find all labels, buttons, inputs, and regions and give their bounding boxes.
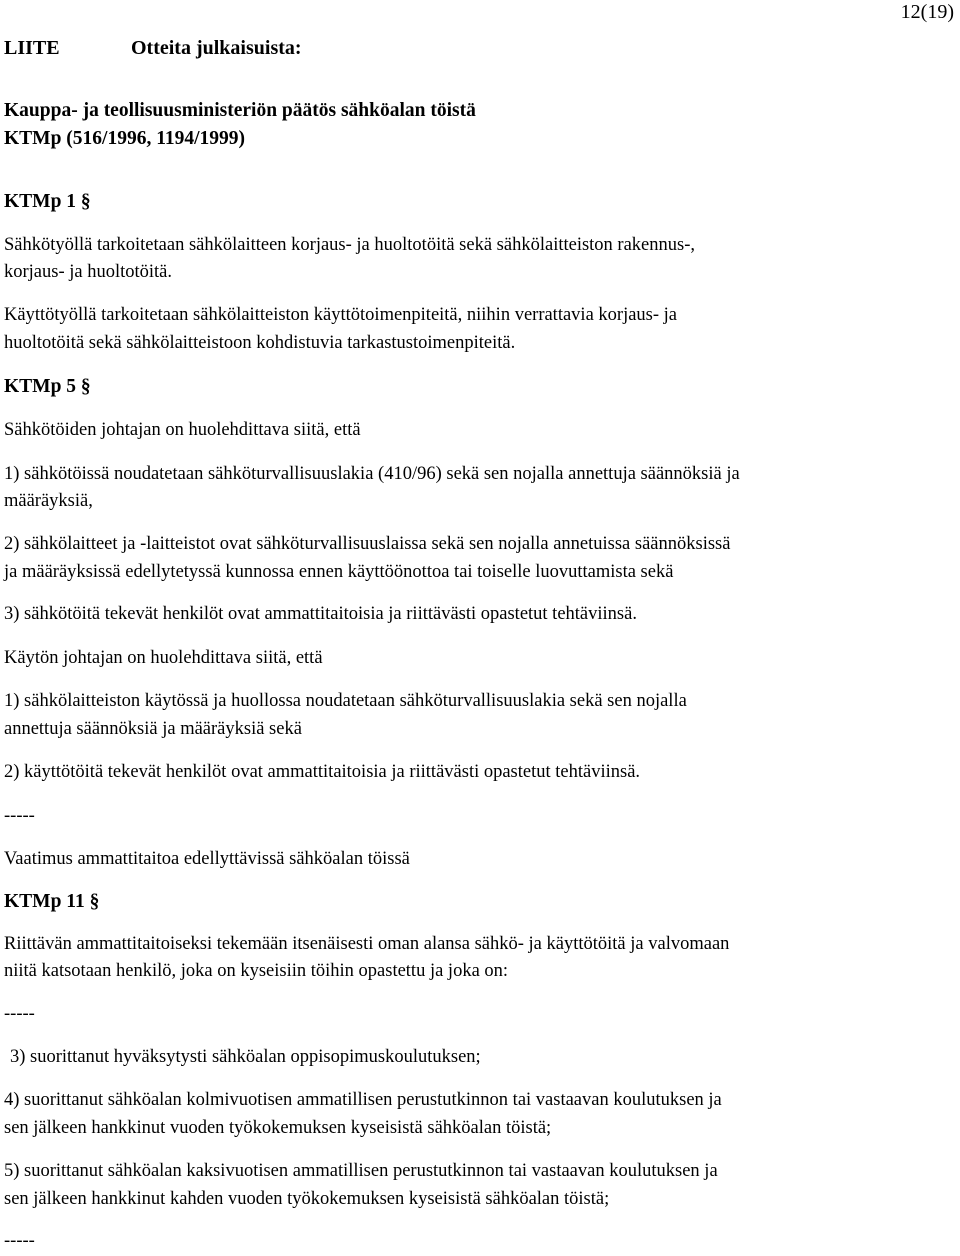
ktmp11-intro-line2: niitä katsotaan henkilö, joka on kyseisiin töihin opastettu ja joka on:: [4, 961, 509, 981]
ktmp11-item4-line2: sen jälkeen hankkinut vuoden työkokemuksen kyseisistä sähköalan töistä;: [4, 1118, 552, 1138]
ktmp11-item5-line1: 5) suorittanut sähköalan kaksivuotisen ammatillisen perustutkinnon tai vastaavan koulutuksen ja: [4, 1161, 718, 1181]
ktmp1-paragraph2-line2: huoltotöitä sekä sähkölaitteistoon kohdistuvia tarkastustoimenpiteitä.: [4, 333, 516, 353]
ktmp1-paragraph1-line2: korjaus- ja huoltotöitä.: [4, 262, 173, 282]
requirement-subtitle: Vaatimus ammattitaitoa edellyttävissä sähköalan töissä: [4, 849, 410, 869]
ktmp5-use-item2: 2) käyttötöitä tekevät henkilöt ovat ammattitaitoisia ja riittävästi opastetut tehtäviinsä.: [4, 762, 641, 782]
ktmp5-use-item1-line2: annettuja säännöksiä ja määräyksiä sekä: [4, 719, 302, 739]
appendix-label: LIITE: [4, 37, 60, 59]
decision-title-line2: KTMp (516/1996, 1194/1999): [4, 128, 246, 149]
ktmp5-item2-line1: 2) sähkölaitteet ja -laitteistot ovat sähköturvallisuuslaissa sekä sen nojalla annetuissa säännöksissä: [4, 534, 731, 554]
ktmp11-item3: 3) suorittanut hyväksytysti sähköalan oppisopimuskoulutuksen;: [10, 1047, 481, 1067]
ktmp5-item1-line1: 1) sähkötöissä noudatetaan sähköturvallisuuslakia (410/96) sekä sen nojalla annettuja säännöksiä ja: [4, 464, 740, 484]
separator: -----: [4, 1231, 35, 1251]
ktmp11-item4-line1: 4) suorittanut sähköalan kolmivuotisen ammatillisen perustutkinnon tai vastaavan koulutuksen ja: [4, 1090, 722, 1110]
page-number: 12(19): [900, 1, 954, 23]
ktmp1-paragraph1-line1: Sähkötyöllä tarkoitetaan sähkölaitteen korjaus- ja huoltotöitä sekä sähkölaitteiston rakennus-,: [4, 235, 695, 255]
ktmp5-use-item1-line1: 1) sähkölaitteiston käytössä ja huollossa noudatetaan sähköturvallisuuslakia sekä sen nojalla: [4, 691, 687, 711]
ktmp5-use-intro: Käytön johtajan on huolehdittava siitä, että: [4, 648, 323, 668]
ktmp1-paragraph2-line1: Käyttötyöllä tarkoitetaan sähkölaitteiston käyttötoimenpiteitä, niihin verrattavia korjaus- ja: [4, 305, 678, 325]
ktmp5-item3: 3) sähkötöitä tekevät henkilöt ovat ammattitaitoisia ja riittävästi opastetut tehtäviinsä.: [4, 604, 637, 624]
ktmp5-heading: KTMp 5 §: [4, 376, 91, 397]
ktmp1-heading: KTMp 1 §: [4, 191, 91, 212]
decision-title-line1: Kauppa- ja teollisuusministeriön päätös sähköalan töistä: [4, 100, 476, 121]
ktmp5-item2-line2: ja määräyksissä edellytetyssä kunnossa ennen käyttöönottoa tai toiselle luovuttamista sekä: [4, 562, 674, 582]
separator: -----: [4, 1004, 35, 1024]
ktmp11-item5-line2: sen jälkeen hankkinut kahden vuoden työkokemuksen kyseisistä sähköalan töistä;: [4, 1189, 610, 1209]
ktmp5-intro: Sähkötöiden johtajan on huolehdittava siitä, että: [4, 420, 361, 440]
ktmp11-intro-line1: Riittävän ammattitaitoiseksi tekemään itsenäisesti oman alansa sähkö- ja käyttötöitä ja valvomaan: [4, 934, 730, 954]
separator: -----: [4, 806, 35, 826]
page-heading: Otteita julkaisuista:: [131, 37, 302, 59]
ktmp11-heading: KTMp 11 §: [4, 891, 100, 912]
ktmp5-item1-line2: määräyksiä,: [4, 491, 93, 511]
